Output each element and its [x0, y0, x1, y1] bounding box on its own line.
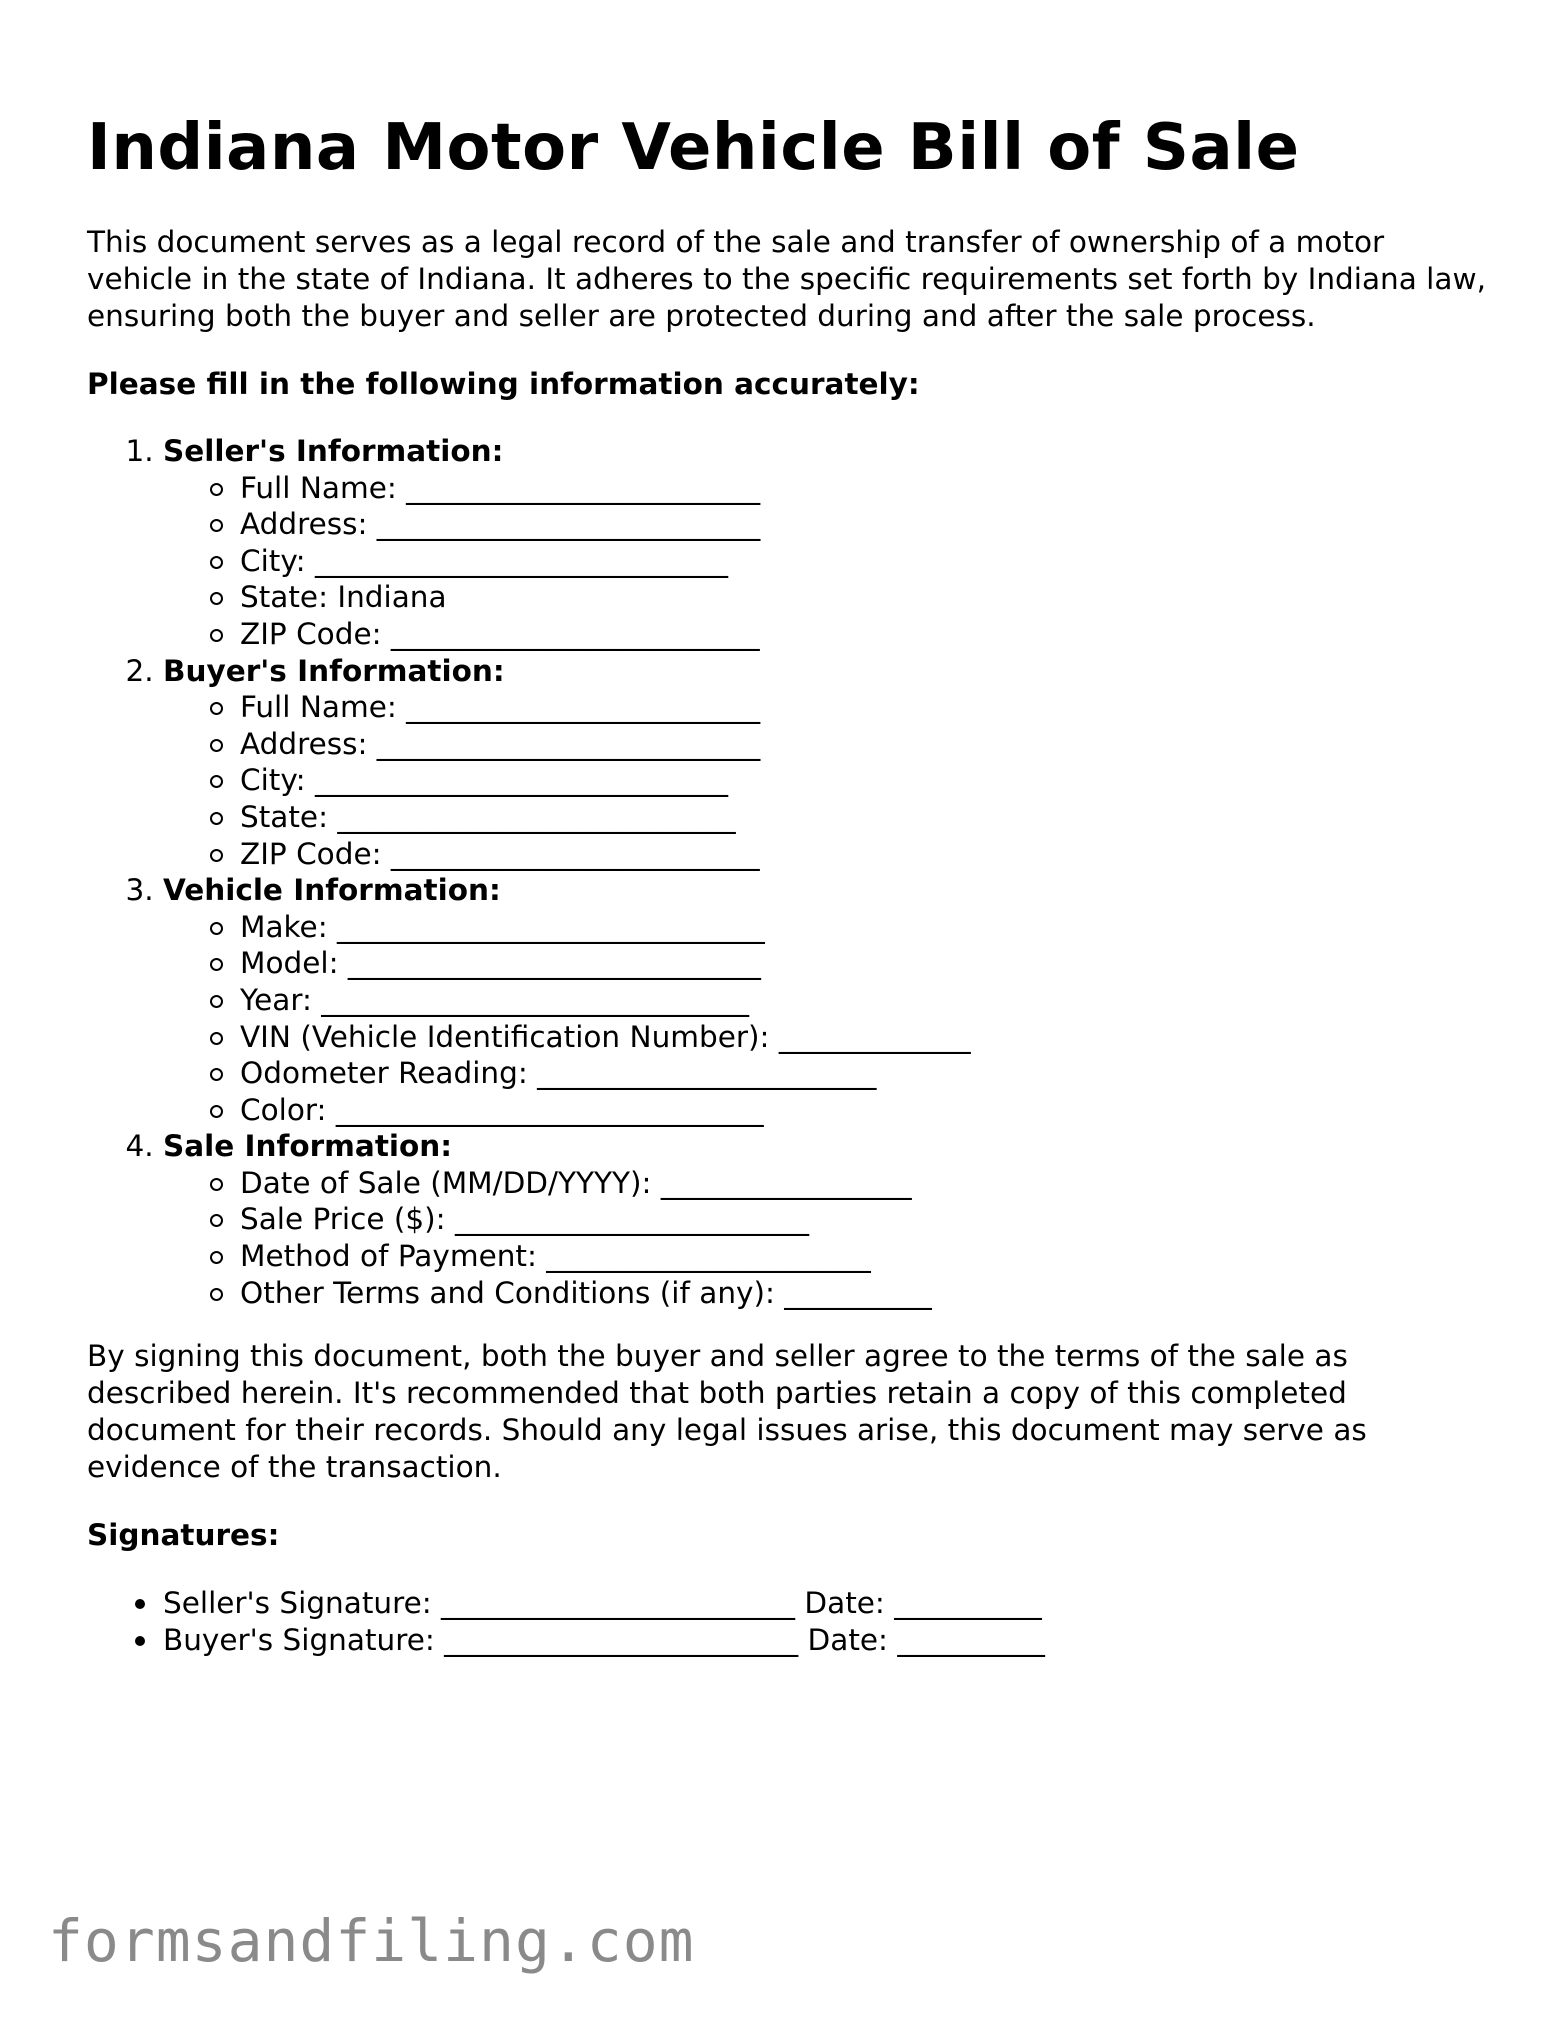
watermark-text: formsandfiling.com — [48, 1907, 695, 1975]
field-vehicle-vin: VIN (Vehicle Identification Number): _____________ — [240, 1019, 971, 1054]
field-other-terms: Other Terms and Conditions (if any): __________ — [240, 1275, 971, 1312]
section-vehicle — [163, 872, 971, 1128]
buyer-fields — [163, 689, 971, 872]
field-buyer-city: City: ____________________________ — [240, 762, 971, 799]
field-vehicle-year: Year: _____________________________ — [240, 982, 971, 1019]
field-vehicle-odometer: Odometer Reading: _______________________ — [240, 1055, 971, 1092]
sections-list — [87, 433, 971, 1311]
signatures-heading: Signatures: — [87, 1518, 280, 1552]
closing-paragraph: By signing this document, both the buyer and seller agree to the terms of the sale as described herein. It's recommended that both parties retain a copy of this completed document for their records. Should any legal issues arise, this document may serve as evidence of the transaction. — [87, 1339, 1367, 1484]
field-sale-price: Sale Price ($): ________________________ — [240, 1201, 971, 1238]
section-title: Sale Information: — [163, 1129, 453, 1164]
field-vehicle-model: Model: ____________________________ — [240, 945, 971, 982]
section-title: Vehicle Information: — [163, 873, 501, 908]
page-title: Indiana Motor Vehicle Bill of Sale — [87, 111, 1300, 185]
section-sale — [163, 1128, 971, 1311]
section-seller — [163, 433, 971, 653]
field-buyer-address: Address: __________________________ — [240, 726, 971, 763]
intro-paragraph: This document serves as a legal record of the sale and transfer of ownership of a motor vehicle in the state of Indiana. It adheres to the specific requirements set forth by Indiana law, ensuring both the buyer and seller are protected during and after the sale process. — [87, 225, 1486, 333]
vehicle-fields — [163, 909, 971, 1129]
field-seller-state: State: Indiana — [240, 579, 971, 616]
field-seller-full-name: Full Name: ________________________ — [240, 470, 971, 507]
section-title: Seller's Information: — [163, 434, 504, 468]
instruction-text: Please fill in the following information accurately: — [87, 367, 920, 401]
seller-fields — [163, 470, 971, 653]
field-vehicle-color: Color: _____________________________ — [240, 1092, 971, 1129]
buyer-signature-line: Buyer's Signature: ________________________ Date: __________ — [163, 1622, 1045, 1657]
field-sale-date: Date of Sale (MM/DD/YYYY): _________________ — [240, 1165, 971, 1202]
seller-signature-line: Seller's Signature: ________________________ Date: __________ — [163, 1585, 1045, 1622]
field-buyer-full-name: Full Name: ________________________ — [240, 689, 971, 726]
section-buyer — [163, 653, 971, 873]
field-buyer-zip: ZIP Code: _________________________ — [240, 836, 971, 873]
field-seller-city: City: ____________________________ — [240, 543, 971, 580]
field-payment-method: Method of Payment: ______________________ — [240, 1238, 971, 1275]
signatures-list — [87, 1585, 1045, 1658]
field-seller-zip: ZIP Code: _________________________ — [240, 616, 971, 653]
sale-fields — [163, 1165, 971, 1311]
field-seller-address: Address: __________________________ — [240, 506, 971, 543]
field-vehicle-make: Make: _____________________________ — [240, 909, 971, 946]
section-title: Buyer's Information: — [163, 653, 505, 688]
field-buyer-state: State: ___________________________ — [240, 799, 971, 836]
